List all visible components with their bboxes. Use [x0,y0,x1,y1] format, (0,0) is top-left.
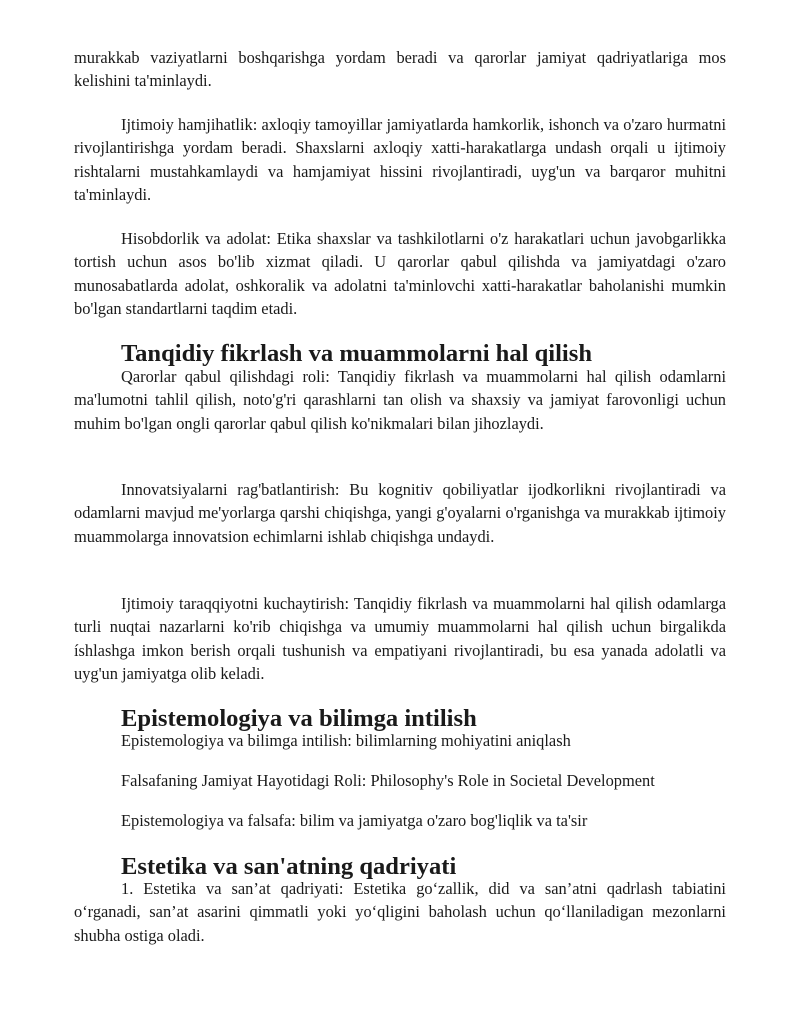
paragraph-innovation: Innovatsiyalarni rag'batlantirish: Bu kognitiv qobiliyatlar ijodkorlikni rivojlantiradi va odamlarni mavjud me'yorlarga qarshi chiqishga, yangi g'oyalarni o'rganishga va murakkab ijtimoiy muammolarga innovatsion echimlarni ishlab chiqishga undaydi. [74,480,726,546]
paragraph-social-cohesion: Ijtimoiy hamjihatlik: axloqiy tamoyillar jamiyatlarda hamkorlik, ishonch va o'zaro hurmatni rivojlantirishga yordam beradi. Shaxslarni axloqiy xatti-harakatlarga undash orqali u ijtimoiy rishtalarni mustahkamlaydi va hamjamiyat hissini rivojlantiradi, uyg'un va barqaror muhitni ta'minlaydi. [74,115,726,204]
paragraph-aesthetics-value: 1. Estetika va san’at qadriyati: Estetika go‘zallik, did va san’atni qadrlash tabiatini o‘rganadi, san’at asarini qimmatli yoki yo‘qligini baholash uchun qo‘llaniladigan mezonlarni shubha ostiga oladi. [74,879,726,945]
paragraph-social-progress: Ijtimoiy taraqqiyotni kuchaytirish: Tanqidiy fikrlash va muammolarni hal qilish odamlarga turli nuqtai nazarlarni ko'rib chiqishga va umumiy muammolarni hal qilish uchun birgalikda íshlashga imkon berish orqali tushunish va empatiyani rivojlantiradi, bu esa yanada adolatli va uyg'un jamiyatga olib keladi. [74,594,726,683]
paragraph-accountability-justice: Hisobdorlik va adolat: Etika shaxslar va tashkilotlarni o'z harakatlari uchun javobgarlikka tortish uchun asos bo'lib xizmat qiladi. U qarorlar qabul qilishda va jamiyatdagi o'zaro munosabatlarda adolat, oshkoralik va adolatni ta'minlovchi xatti-harakatlar baholanishi mumkin bo'lgan standartlarni taqdim etadi. [74,229,726,318]
epistemology-line-1: Epistemologiya va bilimga intilish: bilimlarning mohiyatini aniqlash [121,731,571,750]
epistemology-line-2: Falsafaning Jamiyat Hayotidagi Roli: Philosophy's Role in Societal Development [121,771,655,790]
heading-aesthetics: Estetika va san'atning qadriyati [121,853,457,880]
heading-critical-thinking: Tanqidiy fikrlash va muammolarni hal qilish [121,340,592,367]
heading-epistemology: Epistemologiya va bilimga intilish [121,705,477,732]
epistemology-line-3: Epistemologiya va falsafa: bilim va jamiyatga o'zaro bog'liqlik va ta'sir [121,811,588,830]
paragraph-decision-role: Qarorlar qabul qilishdagi roli: Tanqidiy fikrlash va muammolarni hal qilish odamlarni ma'lumotni tahlil qilish, noto'g'ri qarashlarni tan olish va shaxsiy va jamiyat farovonligi uchun muhim bo'lgan ongli qarorlar qabul qilish ko'nikmalari bilan jihozlaydi. [74,367,726,433]
paragraph-decision-values: murakkab vaziyatlarni boshqarishga yordam beradi va qarorlar jamiyat qadriyatlariga mos kelishini ta'minlaydi. [74,48,726,91]
